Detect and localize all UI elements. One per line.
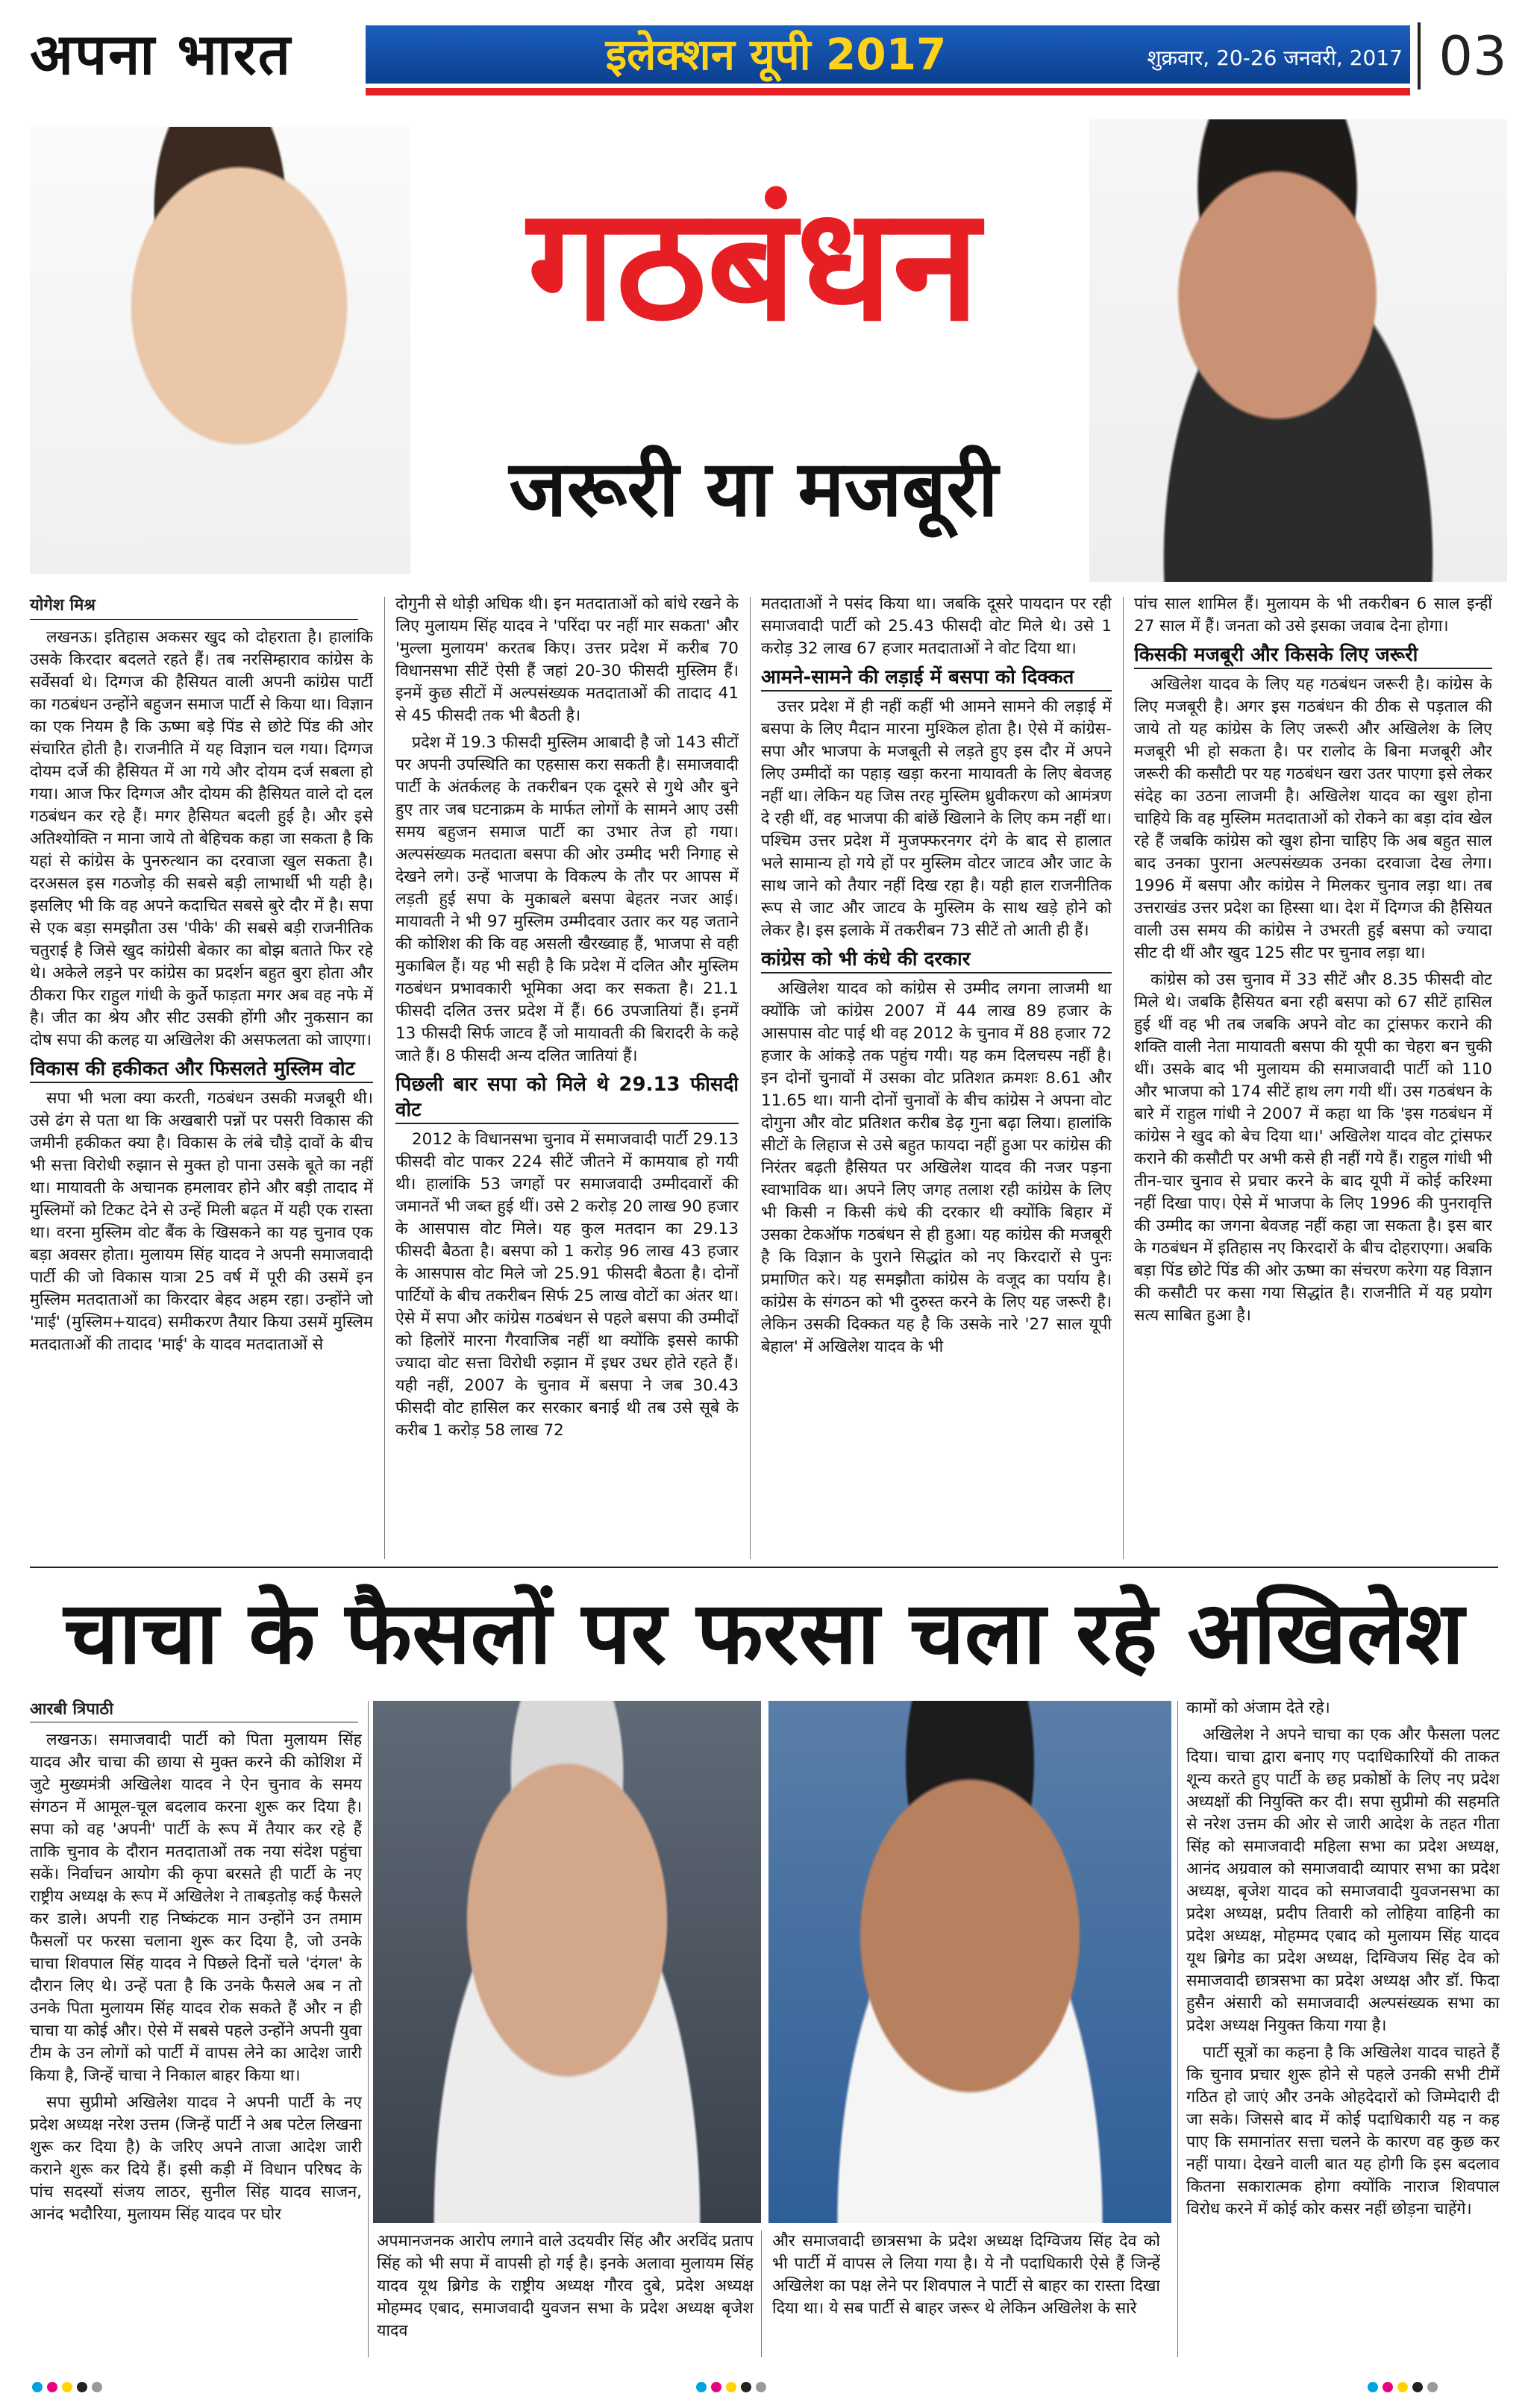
paragraph: सपा सुप्रीमो अखिलेश यादव ने अपनी पार्टी के नए प्रदेश अध्यक्ष नरेश उत्तम (जिन्हें पार्टी ने अब पटेल लिखना शुरू कर दिया है) के जरिए अपने ताजा आदेश जारी कराने शुरू कर दिये हैं। इसी कड़ी में विधान परिषद के पांच सदस्यों संजय लाठर, सुनील सिंह यादव साजन, आनंद भदौरिया, मुलायम सिंह यादव पर घोर	[30, 2093, 362, 2224]
byline-story1: योगेश मिश्र	[30, 596, 96, 615]
story-separator	[30, 1567, 1498, 1568]
registration-dot	[1383, 2382, 1393, 2392]
photo-rahul-gandhi	[30, 127, 410, 574]
story1-column-4	[1134, 593, 1492, 1559]
color-registration-dots-left	[30, 2381, 254, 2396]
registration-dot	[696, 2382, 707, 2392]
paragraph: पार्टी सूत्रों का कहना है कि अखिलेश यादव चाहते हैं कि चुनाव प्रचार शुरू होने से पहले उनकी सभी टीमें गठित हो जाएं और उनके ओहदेदारों को जिम्मेदारी दी जा सके। जिससे बाद में कोई पदाधिकारी यह न कह पाए कि समानांतर सत्ता चलने के कारण वह कुछ कर नहीं पाया। देखने वाली बात यह होगी कि इस बदलाव कितना सकारात्मक होगा क्योंकि नाराज शिवपाल विरोध करने में कोई कोर कसर नहीं छोड़ना चाहेंगे।	[1186, 2043, 1500, 2219]
headline-gathbandhan: गठबंधन	[527, 173, 980, 356]
registration-dot	[741, 2382, 751, 2392]
paragraph: अखिलेश ने अपने चाचा का एक और फैसला पलट दिया। चाचा द्वारा बनाए गए पदाधिकारियों की ताकत शून्य करते हुए पार्टी के छह प्रकोष्ठों के लिए नए प्रदेश अध्यक्षों की नियुक्ति कर दी। सपा सुप्रीमो की सहमति से नरेश उत्तम की ओर से जारी आदेश के तहत गीता सिंह को समाजवादी महिला सभा का प्रदेश अध्यक्ष, आनंद अग्रवाल को समाजवादी व्यापार सभा का प्रदेश अध्यक्ष, बृजेश यादव को समाजवादी युवजनसभा का प्रदेश अध्यक्ष, प्रदीप तिवारी को लोहिया वाहिनी का प्रदेश अध्यक्ष, मोहम्मद एबाद को मुलायम सिंह यादव यूथ ब्रिगेड का प्रदेश अध्यक्ष, दिग्विजय सिंह देव को समाजवादी छात्रसभा का प्रदेश अध्यक्ष और डॉ. फिदा हुसैन अंसारी को समाजवादी अल्पसंख्यक सभा का प्रदेश अध्यक्ष नियुक्त किया गया है।	[1186, 1725, 1500, 2035]
story2-column-4	[1186, 1697, 1500, 2357]
paragraph: अखिलेश यादव के लिए यह गठबंधन जरूरी है। कांग्रेस के लिए मजबूरी है। अगर इस गठबंधन की ठीक से पड़ताल की जाये तो यह कांग्रेस के लिए जरूरी और अखिलेश के लिए मजबूरी भी हो सकता है। पर रालोद के बिना मजबूरी और जरूरी की कसौटी पर यह गठबंधन खरा उतर पाएगा इसे लेकर संदेह का उठना लाजमी है। अखिलेश यादव का खुश होना चाहिये कि वह मुस्लिम मतदाताओं को रोकने का बड़ा दांव खेल रहे हैं जबकि कांग्रेस को खुश होना चाहिए कि अब बहुत साल बाद उनका पुराना अल्पसंख्यक उनका दरवाजा देख लेगा। 1996 में बसपा और कांग्रेस ने मिलकर चुनाव लड़ा था। तब उत्तराखंड उत्तर प्रदेश का हिस्सा था। देश में दिग्गज की हैसियत वाली उस समय की कांग्रेस ने उभरती हुई बसपा को ज्यादा सीट दी थीं और खुद 125 सीट पर चुनाव लड़ा था।	[1134, 675, 1492, 962]
subheadline: जरूरी या मजबूरी	[509, 443, 998, 534]
paragraph: लखनऊ। समाजवादी पार्टी को पिता मुलायम सिंह यादव और चाचा की छाया से मुक्त करने की कोशिश में जुटे मुख्यमंत्री अखिलेश यादव ने ऐन चुनाव के समय संगठन में आमूल-चूल बदलाव करना शुरू कर दिया है। सपा को वह 'अपनी' पार्टी के रूप में तैयार कर रहे हैं ताकि चुनाव के दौरान मतदाताओं तक नया संदेश पहुंचा सकें। निर्वाचन आयोग की कृपा बरसते ही पार्टी के नए राष्ट्रीय अध्यक्ष के रूप में अखिलेश ने ताबड़तोड़ कई फैसले कर डाले। अपनी राह निष्कंटक मान उन्होंने उन तमाम फैसलों पर फरसा चलाना शुरू कर दिया है, जो उनके चाचा शिवपाल सिंह यादव ने पिछले दिनों चले 'दंगल' के दौरान लिए थे। उन्हें पता है कि उनके फैसले अब न तो उनके पिता मुलायम सिंह यादव रोक सकते हैं और न ही चाचा या कोई और। ऐसे में सबसे पहले उन्होंने अपनी युवा टीम के उन लोगों को पार्टी में वापस लेने का आदेश जारी किया है, जिन्हें चाचा ने निकाल बाहर किया था।	[30, 1731, 362, 2085]
story1-column-3	[761, 593, 1112, 1559]
photo-akhilesh-yadav	[1089, 119, 1507, 582]
paragraph: पांच साल शामिल हैं। मुलायम के भी तकरीबन 6 साल इन्हीं 27 साल में हैं। जनता को उसे इसका जवाब देना होगा।	[1134, 595, 1492, 636]
story1-column-2	[395, 593, 739, 1559]
column-divider	[761, 2230, 762, 2357]
section-title: इलेक्शन यूपी 2017	[605, 29, 947, 80]
subhead-sapa-vote: पिछली बार सपा को मिले थे 29.13 फीसदी वोट	[395, 1072, 739, 1124]
issue-date: शुक्रवार, 20-26 जनवरी, 2017	[1147, 46, 1403, 70]
registration-dot	[756, 2382, 766, 2392]
registration-dot	[1397, 2382, 1408, 2392]
photo-mulayam-singh	[373, 1701, 761, 2223]
paragraph: अपमानजनक आरोप लगाने वाले उदयवीर सिंह और अरविंद प्रताप सिंह को भी सपा में वापसी हो गई है। इनके अलावा मुलायम सिंह यादव यूथ ब्रिगेड के राष्ट्रीय अध्यक्ष गौरव दुबे, प्रदेश अध्यक्ष मोहम्मद एबाद, समाजवादी युवजन सभा के प्रदेश अध्यक्ष बृजेश यादव	[377, 2232, 754, 2340]
column-divider	[384, 597, 385, 1559]
subhead-congress-kandhe: कांग्रेस को भी कंधे की दरकार	[761, 947, 1112, 973]
paragraph: 2012 के विधानसभा चुनाव में समाजवादी पार्टी 29.13 फीसदी वोट पाकर 224 सीटें जीतने में कामयाब हो गयी थी। हालांकि 53 जगहों पर समाजवादी उम्मीदवारों की जमानतें भी जब्त हुई थीं। उसे 2 करोड़ 20 लाख 90 हजार के आसपास वोट मिले। यह कुल मतदान का 29.13 फीसदी बैठता है। बसपा को 1 करोड़ 96 लाख 43 हजार के आसपास वोट मिले जो 25.91 फीसदी बैठता है। दोनों पार्टियों के बीच तकरीबन सिर्फ 25 लाख वोटों का अंतर था। ऐसे में सपा और कांग्रेस गठबंधन से पहले बसपा की उम्मीदों को हिलोरें मारना गैरवाजिब नहीं था क्योंकि इससे काफी ज्यादा वोट सत्ता विरोधी रुझान में इधर उधर होते रहते हैं। यही नहीं, 2007 के चुनाव में बसपा ने जब 30.43 फीसदी वोट हासिल कर सरकार बनाई थी तब उसे सूबे के करीब 1 करोड़ 58 लाख 72	[395, 1130, 739, 1440]
story2-column-3	[772, 2230, 1160, 2357]
registration-dot	[62, 2382, 72, 2392]
subhead-vikas: विकास की हकीकत और फिसलते मुस्लिम वोट	[30, 1056, 373, 1083]
registration-dot	[92, 2382, 102, 2392]
newspaper-logo: अपना भारत	[30, 21, 292, 87]
registration-dot	[32, 2382, 43, 2392]
subhead-majboori: किसकी मजबूरी और किसके लिए जरूरी	[1134, 642, 1492, 669]
registration-dot	[1412, 2382, 1423, 2392]
story2-column-1	[30, 1729, 362, 2356]
paragraph: अखिलेश यादव को कांग्रेस से उम्मीद लगना लाजमी था क्योंकि जो कांग्रेस 2007 में 44 लाख 89 हजार के आसपास वोट पाई थी वह 2012 के चुनाव में 88 हजार 72 हजार के आंकड़े तक पहुंच गयी। यह कम दिलचस्प नहीं है। इन दोनों चुनावों में उसका वोट प्रतिशत क्रमशः 8.61 और 11.65 था। यानी दोनों चुनावों के बीच कांग्रेस ने अपना वोट दोगुना और वोट प्रतिशत करीब डेढ़ गुना बढ़ा लिया। हालांकि सीटों के लिहाज से उसे बहुत फायदा नहीं हुआ पर कांग्रेस की निरंतर बढ़ती हैसियत पर अखिलेश यादव की नजर पड़ना स्वाभाविक था। अपने लिए जगह तलाश रही कांग्रेस के लिए भी किसी न किसी कंधे की दरकार थी क्योंकि बिहार में उसका टेकऑफ गठबंधन से ही हुआ। यह कांग्रेस की मजबूरी है कि विज्ञान के पुराने सिद्धांत को नए किरदारों से पुनः प्रमाणित करे। यह समझौता कांग्रेस के वजूद का पर्याय है। कांग्रेस के संगठन को भी दुरुस्त करने के लिए यह जरूरी है। लेकिन उसकी दिक्कत यह है कि उसके नारे '27 साल यूपी बेहाल' में अखिलेश यादव के भी	[761, 979, 1112, 1356]
registration-dot	[77, 2382, 87, 2392]
masthead-red-rule	[366, 88, 1410, 95]
paragraph: लखनऊ। इतिहास अकसर खुद को दोहराता है। हालांकि उसके किरदार बदलते रहते हैं। तब नरसिम्हाराव कांग्रेस के सर्वेसर्वा थे। दिग्गज की हैसियत वाली अपनी कांग्रेस पार्टी का गठबंधन उन्होंने बहुजन समाज पार्टी से किया था। विज्ञान का एक नियम है कि ऊष्मा बड़े पिंड से छोटे पिंड की ओर संचारित होती है। राजनीति में यह विज्ञान चल गया। दिग्गज दोयम दर्जे की हैसियत में आ गये और दोयम दर्ज सबला हो गया। आज फिर दिग्गज और दोयम की हैसियत वाले दो दल गठबंधन कर रहे हैं। मगर हैसियत बदली हुई है। और इसे अतिश्योक्ति न माना जाये तो बेहिचक कहा जा सकता है कि यहां से कांग्रेस के पुनरुत्थान का दरवाजा खुल सकता है। दरअसल इस गठजोड़ की सबसे बड़ी लाभार्थी भी यही है। इसलिए भी कि वह अपने कदाचित सबसे बुरे दौर में है। सपा से एक बड़ा समझौता उस 'पीके' की सबसे बड़ी राजनीतिक चतुराई है जिसे खुद कांग्रेसी बेकार का बोझ बताते फिर रहे थे। अकेले लड़ने पर कांग्रेस का प्रदर्शन बहुत बुरा होता और ठीकरा फिर राहुल गांधी के कुर्ते फाड़ता मगर अब वह नफे में है। जीत का श्रेय और सीट उसकी होंगी और नुकसान का दोष सपा की कलह या अखिलेश की असफलता को जाएगा।	[30, 628, 373, 1050]
registration-dot	[1427, 2382, 1438, 2392]
paragraph: और समाजवादी छात्रसभा के प्रदेश अध्यक्ष दिग्विजय सिंह देव को भी पार्टी में वापस ले लिया गया है। ये नौ पदाधिकारी ऐसे हैं जिन्हें अखिलेश का पक्ष लेने पर शिवपाल ने पार्टी से बाहर का रास्ता दिखा दिया था। ये सब पार्टी से बाहर जरूर थे लेकिन अखिलेश के सारे	[772, 2232, 1160, 2318]
column-divider	[1177, 1701, 1178, 2357]
story1-column-1	[30, 627, 373, 1559]
subhead-bsp-dikkat: आमने-सामने की लड़ाई में बसपा को दिक्कत	[761, 665, 1112, 692]
paragraph: उत्तर प्रदेश में ही नहीं कहीं भी आमने सामने की लड़ाई में बसपा के लिए मैदान मारना मुश्किल होता है। ऐसे में कांग्रेस-सपा और भाजपा के मजबूती से लड़ते हुए इस दौर में अपने लिए उम्मीदों का पहाड़ खड़ा करना मायावती के लिए बेवजह नहीं था। लेकिन यह जिस तरह मुस्लिम ध्रुवीकरण को आमंत्रण दे रही थीं, वह भाजपा की बांछें खिलाने के लिए कम नहीं था। पश्चिम उत्तर प्रदेश में मुजफ्फरनगर दंगे के बाद से हालात भले सामान्य हो गये हों पर मुस्लिम वोटर जाटव और जाट के साथ जाने को तैयार नहीं दिख रहा है। यही हाल राजनीतिक रूप से जाट और जाटव के मुस्लिम के साथ खड़े होने को लेकर है। इस इलाके में तकरीबन 73 सीटें तो आती ही हैं।	[761, 697, 1112, 940]
paragraph: मतदाताओं ने पसंद किया था। जबकि दूसरे पायदान पर रही समाजवादी पार्टी को 25.43 फीसदी वोट मिले थे। उसे 1 करोड़ 32 लाख 67 हजार मतदाताओं ने वोट दिया था।	[761, 595, 1112, 658]
column-divider	[750, 597, 751, 1559]
story2-column-2	[377, 2230, 754, 2357]
paragraph: प्रदेश में 19.3 फीसदी मुस्लिम आबादी है जो 143 सीटों पर अपनी उपस्थिति का एहसास करा सकती है। समाजवादी पार्टी के अंतर्कलह के तकरीबन एक दूसरे से गुथे और बुने हुए तार जब घटनाक्रम के मार्फत लोगों के सामने आए उसी समय बहुजन समाज पार्टी का उभार तेज हो गया। अल्पसंख्यक मतदाता बसपा की ओर उम्मीद भरी निगाह से देखने लगे। उन्हें भाजपा के विकल्प के तौर पर आपस में लड़ती हुई सपा के मुकाबले बसपा बेहतर नजर आई। मायावती ने भी 97 मुस्लिम उम्मीदवार उतार कर यह जताने की कोशिश की कि वह असली खैरख्वाह हैं, भाजपा से वही मुकाबिल हैं। यह भी सही है कि प्रदेश में दलित और मुस्लिम गठबंधन प्रभावकारी भूमिका अदा कर सकता है। 21.1 फीसदी दलित उत्तर प्रदेश में हैं। 66 उपजातियां हैं। इनमें 13 फीसदी सिर्फ जाटव हैं जो मायावती की बिरादरी के कहे जाते हैं। 8 फीसदी अन्य दलित जातियां हैं।	[395, 733, 739, 1065]
byline-story2: आरबी त्रिपाठी	[30, 1700, 113, 1719]
paragraph: कांग्रेस को उस चुनाव में 33 सीटें और 8.35 फीसदी वोट मिले थे। जबकि हैसियत बना रही बसपा को 67 सीटें हासिल हुई थीं वह भी तब जबकि अपने वोट का ट्रांसफर कराने की शक्ति वाली नेता मायावती बसपा की यूपी का चेहरा बन चुकी थीं। उसके बाद भी मुलायम की समाजवादी पार्टी को 110 और भाजपा को 174 सीटें हाथ लग गयी थीं। उस गठबंधन के बारे में राहुल गांधी ने 2007 में कहा था कि 'इस गठबंधन में कांग्रेस ने खुद को बेच दिया था।' अखिलेश यादव वोट ट्रांसफर कराने की कसौटी पर अभी कसे ही नहीं गये हैं। राहुल गांधी भी तीन-चार चुनाव से प्रचार करने के बाद यूपी में कोई करिश्मा नहीं दिखा पाए। ऐसे में भाजपा के लिए 1996 की पुनरावृत्ति की उम्मीद का जगना बेवजह नहीं कहा जा सकता है। इस बार के गठबंधन में इतिहास नए किरदारों के बीच दोहराएगा। अबकि बड़ा पिंड छोटे पिंड की ओर ऊष्मा का संचरण करेगा यह विज्ञान की कसौटी पर कसा गया सिद्धांत है। राजनीति में यह प्रयोग सत्य साबित हुआ है।	[1134, 971, 1492, 1325]
paragraph: दोगुनी से थोड़ी अधिक थी। इन मतदाताओं को बांधे रखने के लिए मुलायम सिंह यादव ने 'परिंदा पर नहीं मार सकता' और 'मुल्ला मुलायम' करतब किए। उत्तर प्रदेश में करीब 70 विधानसभा सीटें ऐसी हैं जहां 20-30 फीसदी मुस्लिम हैं। इनमें कुछ सीटों में अल्पसंख्यक मतदाताओं की तादाद 41 से 45 फीसदी तक भी बैठती है।	[395, 595, 739, 725]
registration-dot	[1368, 2382, 1378, 2392]
headline-chacha: चाचा के फैसलों पर फरसा चला रहे अखिलेश	[63, 1583, 1465, 1684]
registration-dot	[711, 2382, 721, 2392]
column-divider	[368, 1701, 369, 2357]
photo-shivpal-yadav	[768, 1701, 1171, 2223]
paragraph: सपा भी भला क्या करती, गठबंधन उसकी मजबूरी थी। उसे ढंग से पता था कि अखबारी पन्नों पर पसरी विकास की जमीनी हकीकत क्या है। विकास के लंबे चौड़े दावों के बीच भी सत्ता विरोधी रुझान से मुक्त हो पाना उसके बूते का नहीं था। मायावती के अचानक हमलावर होने और बड़ी तादाद में मुस्लिमों को टिकट देने से उन्हें मिली बढ़त में यही एक रास्ता था। वरना मुस्लिम वोट बैंक के खिसकने का यह चुनाव एक बड़ा अवसर होता। मुलायम सिंह यादव ने अपनी समाजवादी पार्टी की जो विकास यात्रा 25 वर्ष में पूरी की उसमें इन मुस्लिम मतदाताओं का किरदार बेहद अहम रहा। उन्होंने जो 'माई' (मुस्लिम+यादव) समीकरण तैयार किया उसमें मुस्लिम मतदाताओं की तादाद 'माई' के यादव मतदाताओं से	[30, 1089, 373, 1354]
page-number: 03	[1418, 22, 1525, 90]
registration-dot	[726, 2382, 736, 2392]
paragraph: कामों को अंजाम देते रहे।	[1186, 1699, 1330, 1717]
registration-dot	[47, 2382, 57, 2392]
color-registration-dots-right	[1365, 2381, 1515, 2396]
column-divider	[1123, 597, 1124, 1559]
byline-rule	[30, 619, 358, 620]
color-registration-dots-center	[694, 2381, 918, 2396]
